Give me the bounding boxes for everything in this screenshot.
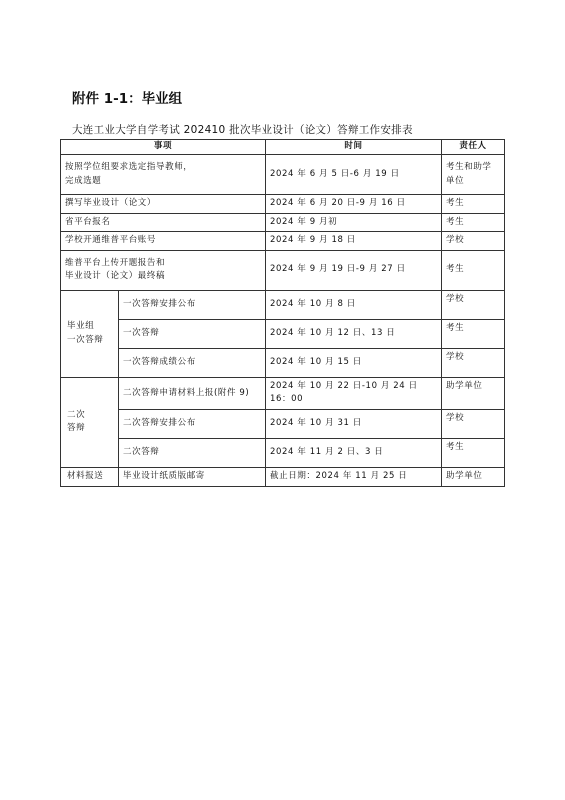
time-cell: 2024 年 10 月 22 日-10 月 24 日 16：00 — [266, 377, 442, 409]
table-row — [61, 319, 505, 348]
group-label-line: 答辩 — [67, 423, 86, 434]
table-row — [61, 213, 505, 232]
owner-cell — [442, 155, 505, 195]
item-line: 维普平台上传开题报告和 — [65, 257, 166, 268]
time-cell: 2024 年 10 月 12 日、13 日 — [266, 319, 442, 348]
time-cell: 2024 年 6 月 5 日-6 月 19 日 — [266, 155, 442, 195]
time-cell: 2024 年 9 月 18 日 — [266, 232, 442, 251]
sub-item-cell: 二次答辩申请材料上报(附件 9) — [119, 377, 266, 409]
owner-line: 单位 — [446, 175, 465, 186]
time-cell: 2024 年 9 月初 — [266, 213, 442, 232]
time-cell: 2024 年 9 月 19 日-9 月 27 日 — [266, 250, 442, 290]
sub-item-cell: 一次答辩安排公布 — [119, 290, 266, 319]
table-row — [61, 232, 505, 251]
attachment-heading: 附件 1-1：毕业组 — [72, 91, 183, 107]
owner-cell: 助学单位 — [442, 377, 505, 409]
owner-cell: 学校 — [442, 348, 505, 377]
time-cell: 2024 年 6 月 20 日-9 月 16 日 — [266, 195, 442, 214]
sub-item-cell: 一次答辩成绩公布 — [119, 348, 266, 377]
owner-cell: 考生 — [442, 195, 505, 214]
item-line: 按照学位组要求选定指导教师， — [65, 161, 193, 172]
table-row — [61, 467, 505, 486]
owner-cell: 助学单位 — [442, 467, 505, 486]
owner-cell: 学校 — [442, 232, 505, 251]
item-cell: 学校开通维普平台账号 — [61, 232, 266, 251]
owner-cell: 考生 — [442, 438, 505, 467]
group-label-second-defense — [61, 377, 119, 467]
owner-cell: 考生 — [442, 213, 505, 232]
time-cell: 2024 年 10 月 31 日 — [266, 409, 442, 438]
table-row — [61, 155, 505, 195]
table-row — [61, 409, 505, 438]
time-cell: 2024 年 10 月 15 日 — [266, 348, 442, 377]
time-cell: 2024 年 10 月 8 日 — [266, 290, 442, 319]
table-row — [61, 377, 505, 409]
group-label-line: 二次 — [67, 409, 86, 420]
header-item: 事项 — [61, 140, 266, 155]
time-cell: 截止日期：2024 年 11 月 25 日 — [266, 467, 442, 486]
header-time: 时间 — [266, 140, 442, 155]
sub-item-cell: 二次答辩安排公布 — [119, 409, 266, 438]
group-label-line: 一次答辩 — [67, 334, 104, 345]
item-cell — [61, 155, 266, 195]
schedule-table — [60, 139, 505, 487]
group-label-line: 毕业组 — [67, 321, 95, 332]
table-row — [61, 290, 505, 319]
item-line: 毕业设计（论文）最终稿 — [65, 271, 166, 282]
table-caption: 大连工业大学自学考试 202410 批次毕业设计（论文）答辩工作安排表 — [72, 124, 413, 136]
item-cell: 省平台报名 — [61, 213, 266, 232]
owner-cell: 学校 — [442, 409, 505, 438]
sub-item-cell: 毕业设计纸质版邮寄 — [119, 467, 266, 486]
item-cell — [61, 250, 266, 290]
item-cell: 撰写毕业设计（论文） — [61, 195, 266, 214]
group-label-first-defense — [61, 290, 119, 377]
time-cell: 2024 年 11 月 2 日、3 日 — [266, 438, 442, 467]
table-row — [61, 348, 505, 377]
owner-line: 考生和助学 — [446, 161, 492, 172]
table-header-row — [61, 140, 505, 155]
sub-item-cell: 一次答辩 — [119, 319, 266, 348]
table-row — [61, 438, 505, 467]
header-owner: 责任人 — [442, 140, 505, 155]
owner-cell: 考生 — [442, 250, 505, 290]
item-line: 完成选题 — [65, 175, 102, 186]
item-cell: 材料报送 — [61, 467, 119, 486]
table-row — [61, 195, 505, 214]
sub-item-cell: 二次答辩 — [119, 438, 266, 467]
owner-cell: 考生 — [442, 319, 505, 348]
table-row — [61, 250, 505, 290]
owner-cell: 学校 — [442, 290, 505, 319]
